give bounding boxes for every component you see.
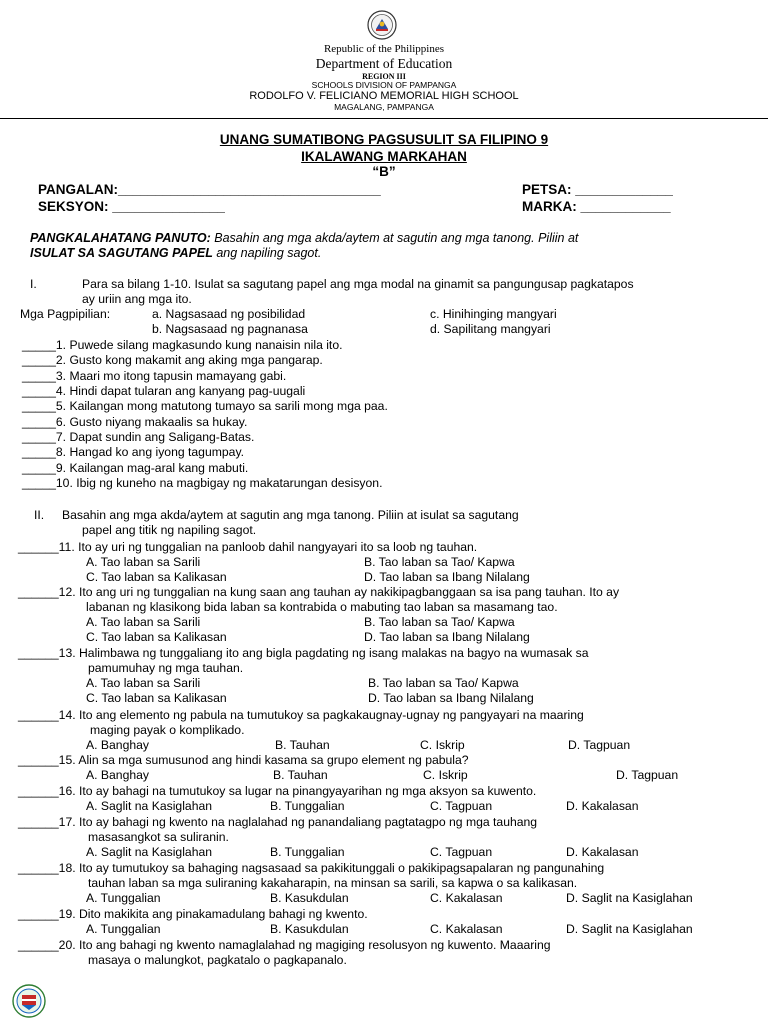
choice-a: a. Nagsasaad ng posibilidad (152, 307, 306, 321)
part2-line: masaya o malungkot, pagkatalo o pagkapanalo. (88, 953, 347, 967)
part2-line: A. Tao laban sa Sarili (86, 676, 201, 690)
division-line: SCHOOLS DIVISION OF PAMPANGA (311, 80, 457, 90)
part2-line: ______20. Ito ang bahagi ng kwento namaglalahad ng magiging resolusyon ng kuwento. Maaaring (18, 938, 551, 952)
part2-line: A. Banghay (86, 738, 150, 752)
part2-line: C. Iskrip (420, 738, 465, 752)
part2-line: masasangkot sa suliranin. (88, 830, 229, 844)
school-line: RODOLFO V. FELICIANO MEMORIAL HIGH SCHOOL (249, 90, 519, 102)
part1-numeral: I. (30, 277, 37, 291)
choice-b: b. Nagsasaad ng pagnanasa (152, 322, 308, 336)
part2-line: C. Tao laban sa Kalikasan (86, 691, 227, 705)
part2-line: ______14. Ito ang elemento ng pabula na tumutukoy sa pagkakaugnay-ugnay ng pangyayari na maaring (18, 708, 584, 722)
general-instructions (30, 231, 578, 245)
part2-line: B. Tunggalian (270, 845, 345, 859)
part2-line: B. Tauhan (273, 768, 328, 782)
part2-line: A. Tunggalian (86, 891, 161, 905)
part1-item: _____6. Gusto niyang makaalis sa hukay. (22, 415, 248, 429)
part1-item: _____1. Puwede silang magkasundo kung nanaisin nila ito. (22, 338, 343, 352)
part2-line: ______19. Dito makikita ang pinakamadulang bahagi ng kwento. (18, 907, 368, 921)
part1-item: _____8. Hangad ko ang iyong tagumpay. (22, 445, 245, 459)
part2-line: B. Tao laban sa Tao/ Kapwa (364, 555, 515, 569)
part2-line: D. Tao laban sa Ibang Nilalang (364, 570, 530, 584)
part2-line: C. Tao laban sa Kalikasan (86, 570, 227, 584)
part1-direction-2: ay uriin ang mga ito. (82, 292, 192, 306)
part1-item: _____5. Kailangan mong matutong tumayo sa sarili mong mga paa. (22, 399, 388, 413)
part2-line: ______12. Ito ang uri ng tunggalian na kung saan ang tauhan ay nakikipagbanggaan sa isa pang tauhan. Ito ay (18, 585, 620, 599)
part2-line: C. Tao laban sa Kalikasan (86, 630, 227, 644)
part2-direction-2: papel ang titik ng napiling sagot. (82, 523, 257, 537)
choice-c: c. Hinihinging mangyari (430, 307, 557, 321)
instructions-text-2: ang napiling sagot. (212, 246, 322, 260)
part2-line: D. Tagpuan (616, 768, 679, 782)
part1-item: _____3. Maari mo itong tapusin mamayang gabi. (22, 369, 287, 383)
part2-line: ______16. Ito ay bahagi na tumutukoy sa lugar na pinangyayarihan ng mga aksyon sa kuwento. (18, 784, 537, 798)
part2-line: D. Kakalasan (566, 845, 639, 859)
part2-line: ______15. Alin sa mga sumusunod ang hindi kasama sa grupo element ng pabula? (18, 753, 469, 767)
part1-direction-1: Para sa bilang 1-10. Isulat sa sagutang papel ang mga modal na ginamit sa pangungusap pagkatapos (82, 277, 634, 291)
part2-line: A. Tao laban sa Sarili (86, 615, 201, 629)
part1-item: _____7. Dapat sundin ang Saligang-Batas. (22, 430, 255, 444)
exam-title: UNANG SUMATIBONG PAGSUSULIT SA FILIPINO 9 (219, 132, 549, 147)
republic-line: Republic of the Philippines (323, 43, 445, 55)
part2-numeral: II. (34, 508, 45, 522)
part2-line: labanan ng klasikong bida laban sa kontrabida o mabuting tao laban sa masamang tao. (86, 600, 558, 614)
region-line: REGION III (362, 72, 406, 81)
part2-line: C. Kakalasan (430, 891, 503, 905)
part2-line: A. Tunggalian (86, 922, 161, 936)
part1-item: _____10. Ibig ng kuneho na magbigay ng makatarungan desisyon. (22, 476, 383, 490)
exam-quarter: IKALAWANG MARKAHAN (301, 149, 467, 164)
instructions-text-1: Basahin ang mga akda/aytem at sagutin ang mga tanong. Piliin at (210, 231, 579, 245)
part2-line: D. Tao laban sa Ibang Nilalang (364, 630, 530, 644)
school-logo-icon (12, 984, 46, 1018)
part1-item: _____2. Gusto kong makamit ang aking mga pangarap. (22, 353, 323, 367)
choices-label: Mga Pagpipilian: (20, 307, 111, 321)
part2-line: maging payak o komplikado. (90, 723, 245, 737)
part2-line: pamumuhay ng mga tauhan. (88, 661, 244, 675)
part2-line: ______18. Ito ay tumutukoy sa bahaging nagsasaad sa pakikitunggali o pakikipagsapalaran ng pangunahing (18, 861, 605, 875)
part1-item: _____9. Kailangan mag-aral kang mabuti. (22, 461, 249, 475)
part2-line: tauhan laban sa mga suliraning kakaharapin, na minsan sa sarili, sa kapwa o sa kalikasan. (88, 876, 578, 890)
part2-line: ______11. Ito ay uri ng tunggalian na panloob dahil nangyayari ito sa loob ng tauhan. (18, 540, 478, 554)
part2-line: B. Tao laban sa Tao/ Kapwa (364, 615, 515, 629)
section-field: SEKSYON: _______________ (38, 199, 225, 214)
part2-line: A. Banghay (86, 768, 150, 782)
part2-line: A. Tao laban sa Sarili (86, 555, 201, 569)
part2-line: B. Tauhan (275, 738, 330, 752)
instructions-emphasis: ISULAT SA SAGUTANG PAPEL (30, 246, 213, 260)
part2-line: ______17. Ito ay bahagi ng kwento na naglalahad ng panandaliang pagtatagpo ng mga tauhang (18, 815, 538, 829)
part2-line: B. Tao laban sa Tao/ Kapwa (368, 676, 519, 690)
part2-line: D. Saglit na Kasiglahan (566, 891, 693, 905)
part1-item: _____4. Hindi dapat tularan ang kanyang pag-uugali (22, 384, 306, 398)
part2-line: A. Saglit na Kasiglahan (86, 799, 213, 813)
part2-line: C. Tagpuan (430, 845, 493, 859)
part2-line: C. Tagpuan (430, 799, 493, 813)
part2-line: D. Kakalasan (566, 799, 639, 813)
address-line: MAGALANG, PAMPANGA (334, 102, 434, 112)
part2-line: C. Iskrip (423, 768, 468, 782)
department-line: Department of Education (315, 56, 453, 71)
deped-seal-icon (367, 10, 397, 40)
date-field: PETSA: _____________ (522, 182, 673, 197)
instructions-label: PANGKALAHATANG PANUTO: (30, 231, 211, 245)
exam-set: “B” (372, 164, 396, 179)
header-divider (0, 118, 768, 119)
part2-line: D. Tagpuan (568, 738, 631, 752)
part2-line: B. Kasukdulan (270, 891, 349, 905)
part2-line: B. Tunggalian (270, 799, 345, 813)
part2-line: ______13. Halimbawa ng tunggaliang ito ang bigla pagdating ng isang malakas na bagyo na wumasak sa (18, 646, 589, 660)
name-field: PANGALAN:___________________________________ (38, 182, 381, 197)
part2-line: D. Saglit na Kasiglahan (566, 922, 693, 936)
part2-line: B. Kasukdulan (270, 922, 349, 936)
part2-line: D. Tao laban sa Ibang Nilalang (368, 691, 534, 705)
choice-d: d. Sapilitang mangyari (430, 322, 551, 336)
score-field: MARKA: ____________ (522, 199, 671, 214)
part2-direction-1: Basahin ang mga akda/aytem at sagutin ang mga tanong. Piliin at isulat sa sagutang (62, 508, 519, 522)
part2-line: C. Kakalasan (430, 922, 503, 936)
part2-line: A. Saglit na Kasiglahan (86, 845, 213, 859)
general-instructions-line-2 (30, 246, 321, 260)
